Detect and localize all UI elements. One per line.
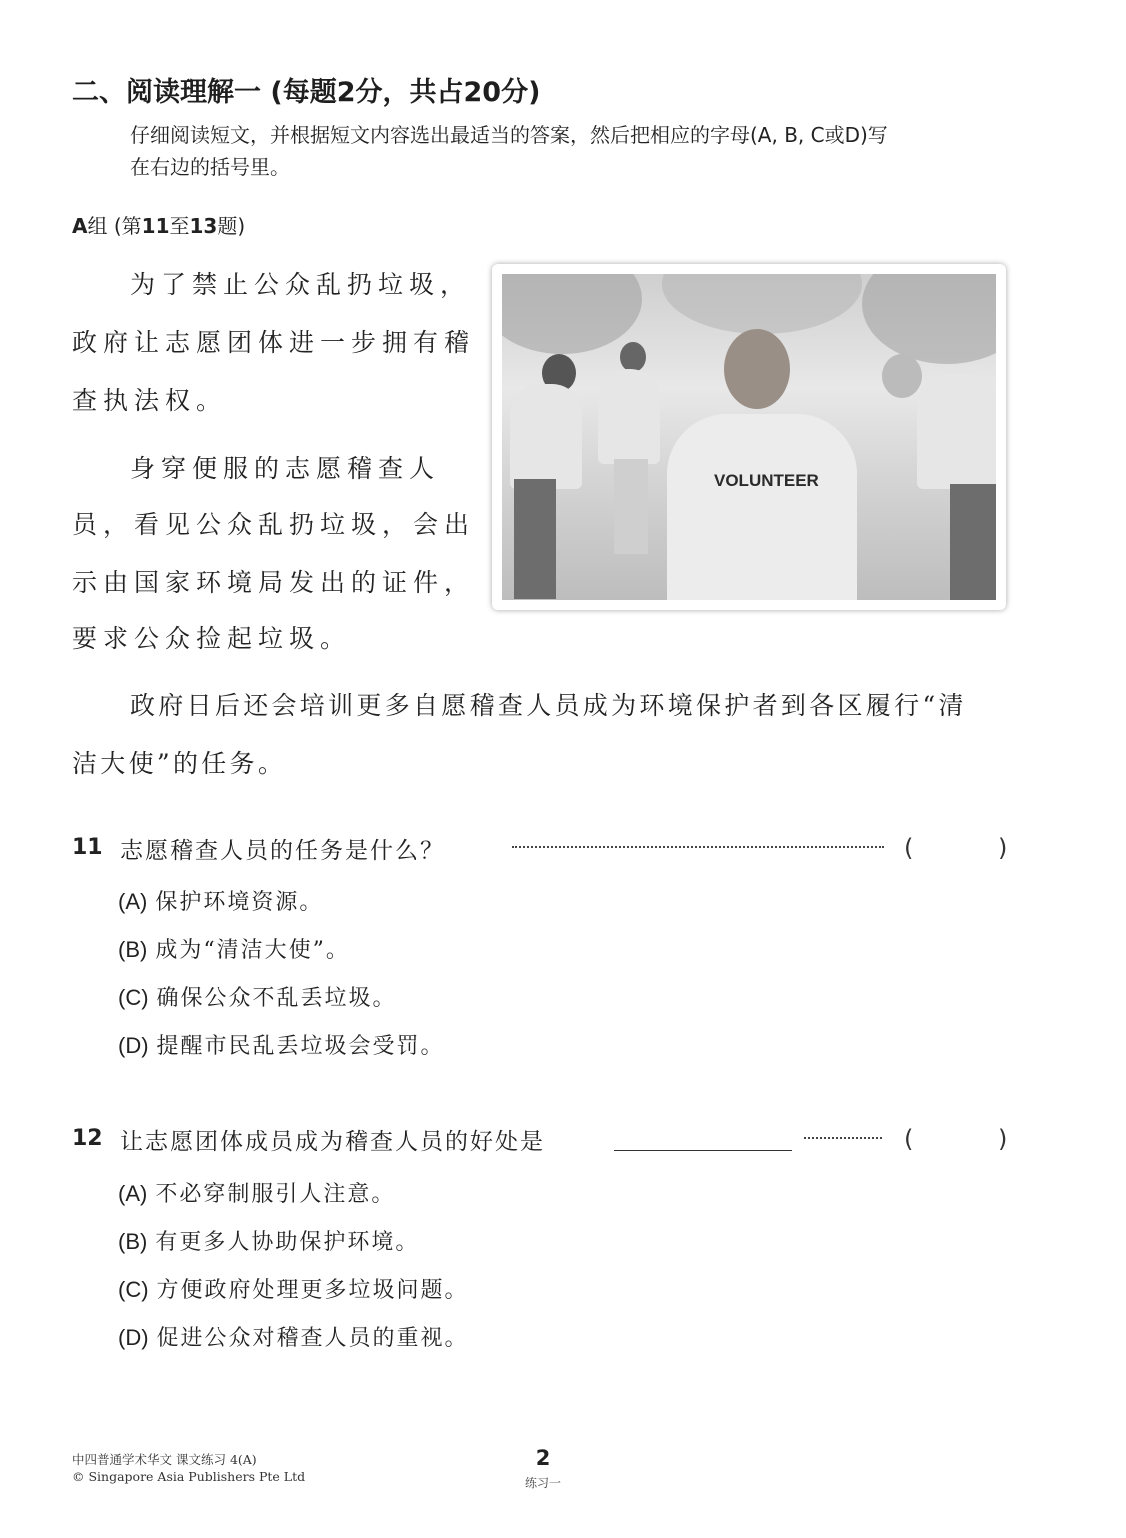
option-c[interactable]: (C) 确保公众不乱丢垃圾。 bbox=[118, 985, 397, 1011]
page-number: 2 bbox=[535, 1446, 551, 1470]
group-letter: A bbox=[72, 214, 88, 238]
option-a[interactable]: (A) 不必穿制服引人注意。 bbox=[118, 1181, 396, 1207]
answer-box[interactable] bbox=[918, 1125, 996, 1153]
passage-line: 政府让志愿团体进一步拥有稽 bbox=[72, 328, 476, 357]
answer-paren-open: ( bbox=[904, 1125, 914, 1153]
passage-line: 查执法权。 bbox=[72, 386, 228, 415]
question-number: 12 bbox=[72, 1126, 103, 1151]
option-b[interactable]: (B) 有更多人协助保护环境。 bbox=[118, 1229, 420, 1255]
passage-line: 洁大使”的任务。 bbox=[72, 749, 287, 778]
section-title: 二、阅读理解一 (每题2分，共占20分) bbox=[72, 77, 541, 108]
photo-image bbox=[502, 274, 996, 600]
passage-line: 政府日后还会培训更多自愿稽查人员成为环境保护者到各区履行“清 bbox=[130, 691, 967, 720]
question-text: 志愿稽查人员的任务是什么？ bbox=[120, 838, 445, 864]
answer-paren-close: ) bbox=[998, 1125, 1008, 1153]
instructions-line-2: 在右边的括号里。 bbox=[130, 155, 290, 179]
exercise-label: 练习一 bbox=[524, 1476, 561, 1490]
instructions-line-1: 仔细阅读短文，并根据短文内容选出最适当的答案，然后把相应的字母(A, B, C或D)写 bbox=[130, 123, 888, 147]
option-a[interactable]: (A) 保护环境资源。 bbox=[118, 889, 324, 915]
question-text: 让志愿团体成员成为稽查人员的好处是 bbox=[120, 1129, 545, 1155]
question-number: 11 bbox=[72, 835, 103, 860]
volunteer-photo bbox=[492, 264, 1006, 610]
shirt-text: VOLUNTEER bbox=[714, 471, 819, 490]
passage-line: 身穿便服的志愿稽查人 bbox=[130, 454, 441, 483]
passage-line: 示由国家环境局发出的证件， bbox=[72, 568, 476, 597]
passage-line: 要求公众捡起垃圾。 bbox=[72, 624, 352, 653]
book-title: 中四普通学术华文 课文练习 4(A) bbox=[72, 1452, 257, 1467]
answer-box[interactable] bbox=[918, 834, 996, 862]
leader-dots bbox=[512, 846, 884, 848]
footer-left bbox=[72, 1451, 305, 1485]
answer-paren-close: ) bbox=[998, 834, 1008, 862]
copyright: © Singapore Asia Publishers Pte Ltd bbox=[72, 1469, 306, 1484]
passage-line: 为了禁止公众乱扔垃圾， bbox=[130, 270, 472, 299]
option-d[interactable]: (D) 提醒市民乱丢垃圾会受罚。 bbox=[118, 1033, 445, 1059]
group-title: A组 (第11至13题) bbox=[72, 214, 246, 238]
fill-blank[interactable] bbox=[614, 1150, 792, 1151]
answer-paren-open: ( bbox=[904, 834, 914, 862]
leader-dots bbox=[804, 1137, 882, 1139]
option-d[interactable]: (D) 促进公众对稽查人员的重视。 bbox=[118, 1325, 469, 1351]
passage-line: 员，看见公众乱扔垃圾，会出 bbox=[72, 510, 476, 539]
option-c[interactable]: (C) 方便政府处理更多垃圾问题。 bbox=[118, 1277, 469, 1303]
option-b[interactable]: (B) 成为“清洁大使”。 bbox=[118, 937, 350, 963]
